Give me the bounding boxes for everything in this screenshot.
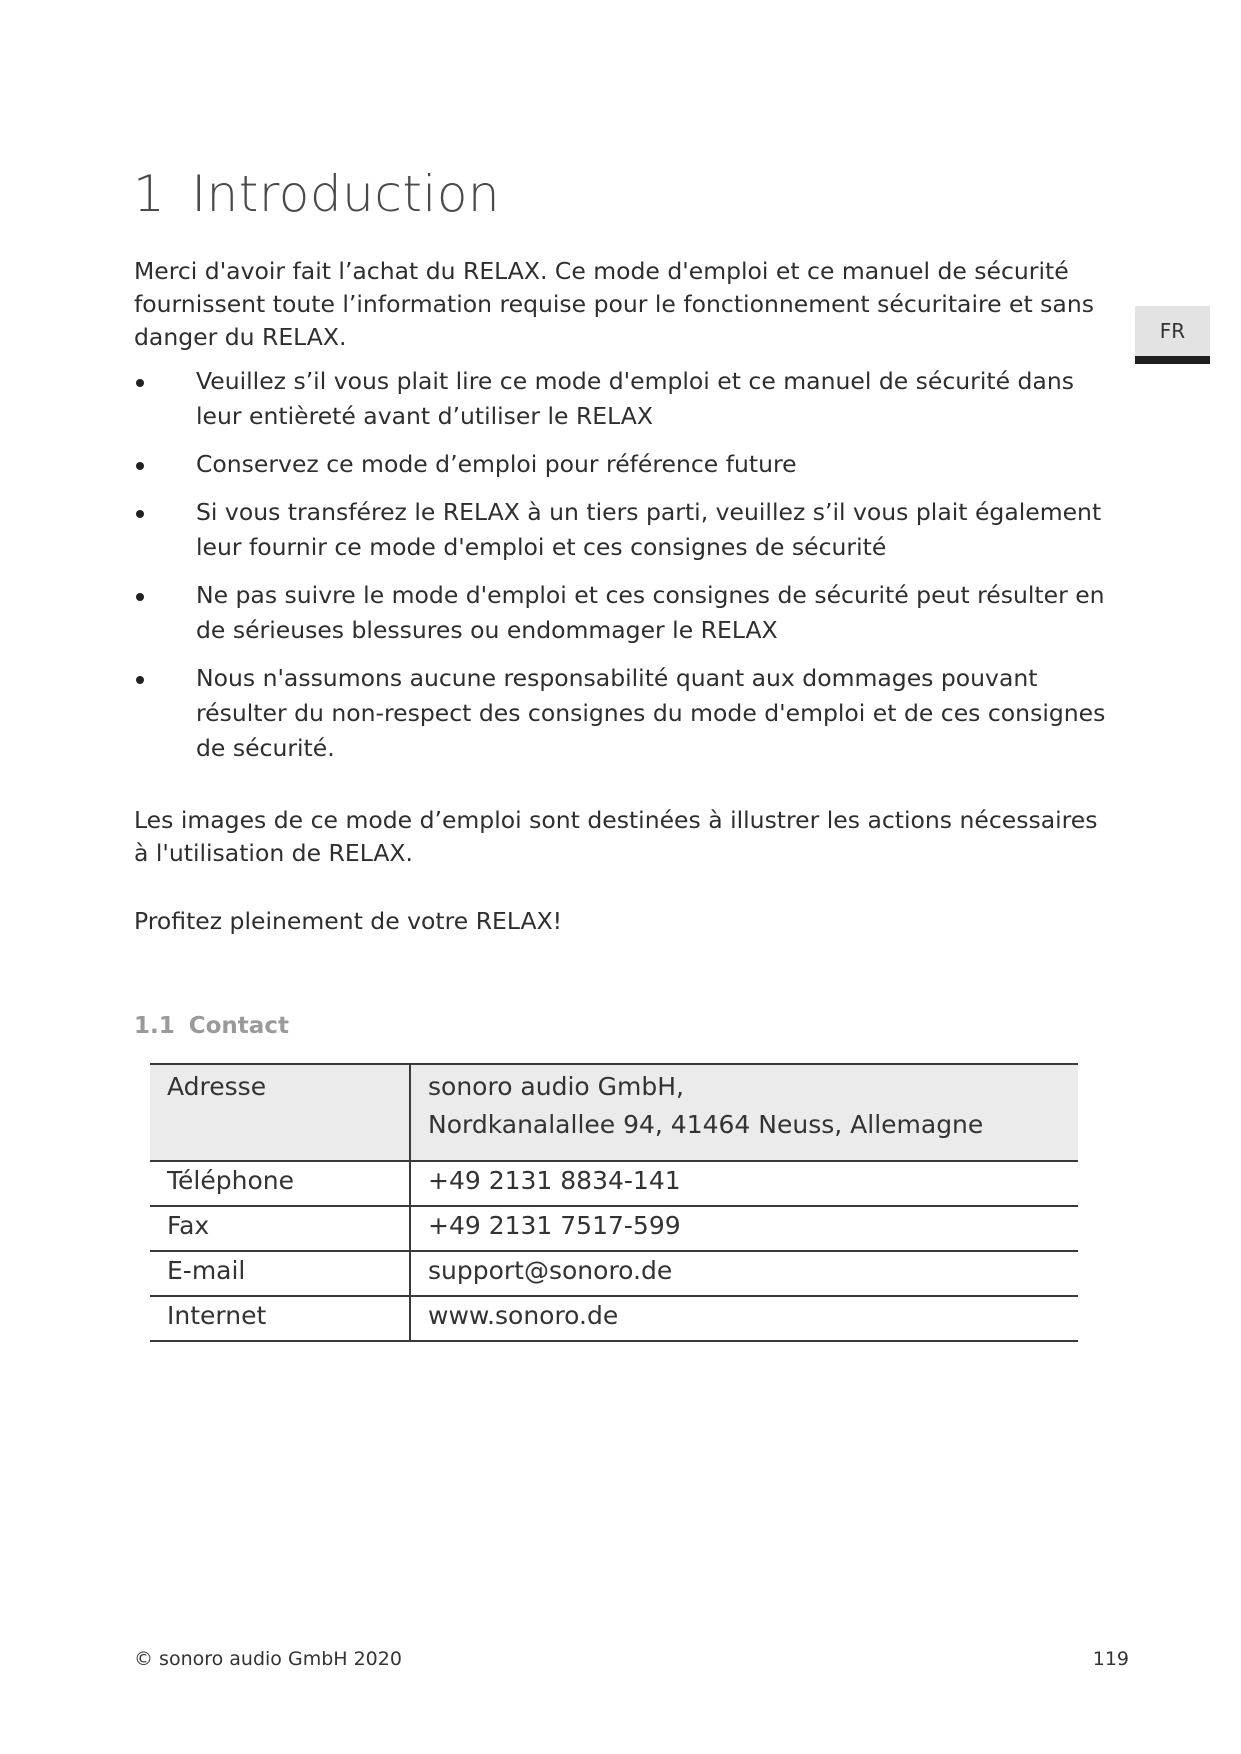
page-number: 119 bbox=[1092, 1648, 1129, 1670]
chapter-number: 1 bbox=[133, 165, 166, 223]
address-line-company: sonoro audio GmbH, bbox=[428, 1072, 684, 1101]
enjoy-paragraph: Profitez pleinement de votre RELAX! bbox=[134, 907, 563, 935]
contact-label: Téléphone bbox=[150, 1161, 410, 1206]
contact-website: www.sonoro.de bbox=[410, 1296, 1078, 1341]
table-row bbox=[150, 1064, 1078, 1161]
contact-label: Adresse bbox=[150, 1064, 410, 1161]
contact-label: Internet bbox=[150, 1296, 410, 1341]
address-line-street: Nordkanalallee 94, 41464 Neuss, Allemagne bbox=[428, 1110, 984, 1139]
list-item-text: Veuillez s’il vous plait lire ce mode d'emploi et ce manuel de sécurité dans leur entièreté avant d’utiliser le RELAX bbox=[196, 367, 1074, 430]
list-item-text: Nous n'assumons aucune responsabilité quant aux dommages pouvant résulter du non-respect des consignes du mode d'emploi et de ces consignes de sécurité. bbox=[196, 664, 1106, 762]
bullet-icon bbox=[136, 379, 144, 387]
contact-section-title bbox=[134, 1013, 289, 1039]
list-item bbox=[134, 578, 1126, 648]
contact-label: Fax bbox=[150, 1206, 410, 1251]
bullet-icon bbox=[136, 462, 144, 470]
table-row bbox=[150, 1251, 1078, 1296]
contact-email: support@sonoro.de bbox=[410, 1251, 1078, 1296]
language-tab bbox=[1135, 306, 1210, 364]
language-tab-label: FR bbox=[1159, 319, 1186, 343]
list-item bbox=[134, 495, 1126, 565]
table-row bbox=[150, 1296, 1078, 1341]
list-item bbox=[134, 661, 1126, 766]
list-item-text: Si vous transférez le RELAX à un tiers parti, veuillez s’il vous plait également leur fournir ce mode d'emploi et ces consignes de sécurité bbox=[196, 498, 1102, 561]
section-number: 1.1 bbox=[134, 1013, 175, 1039]
contact-table bbox=[150, 1063, 1078, 1342]
safety-bullet-list bbox=[134, 364, 1114, 766]
list-item bbox=[134, 447, 1126, 482]
bullet-icon bbox=[136, 510, 144, 518]
list-item bbox=[134, 364, 1126, 434]
table-row bbox=[150, 1206, 1078, 1251]
bullet-icon bbox=[136, 593, 144, 601]
intro-content bbox=[134, 255, 1114, 938]
contact-address bbox=[410, 1064, 1078, 1161]
chapter-title-text: Introduction bbox=[191, 165, 501, 223]
footer-copyright: © sonoro audio GmbH 2020 bbox=[134, 1648, 402, 1670]
contact-fax: +49 2131 7517-599 bbox=[410, 1206, 1078, 1251]
contact-phone: +49 2131 8834-141 bbox=[410, 1161, 1078, 1206]
section-title-text: Contact bbox=[188, 1013, 289, 1039]
intro-paragraph: Merci d'avoir fait l’achat du RELAX. Ce mode d'emploi et ce manuel de sécurité fournissent toute l’information requise pour le fonctionnement sécuritaire et sans danger du RELAX. bbox=[134, 257, 1094, 351]
list-item-text: Ne pas suivre le mode d'emploi et ces consignes de sécurité peut résulter en de sérieuses blessures ou endommager le RELAX bbox=[196, 581, 1105, 644]
images-note-paragraph: Les images de ce mode d’emploi sont destinées à illustrer les actions nécessaires à l'utilisation de RELAX. bbox=[134, 806, 1098, 867]
table-row bbox=[150, 1161, 1078, 1206]
contact-label: E-mail bbox=[150, 1251, 410, 1296]
list-item-text: Conservez ce mode d’emploi pour référence future bbox=[196, 450, 797, 478]
chapter-title bbox=[133, 165, 500, 223]
bullet-icon bbox=[136, 676, 144, 684]
